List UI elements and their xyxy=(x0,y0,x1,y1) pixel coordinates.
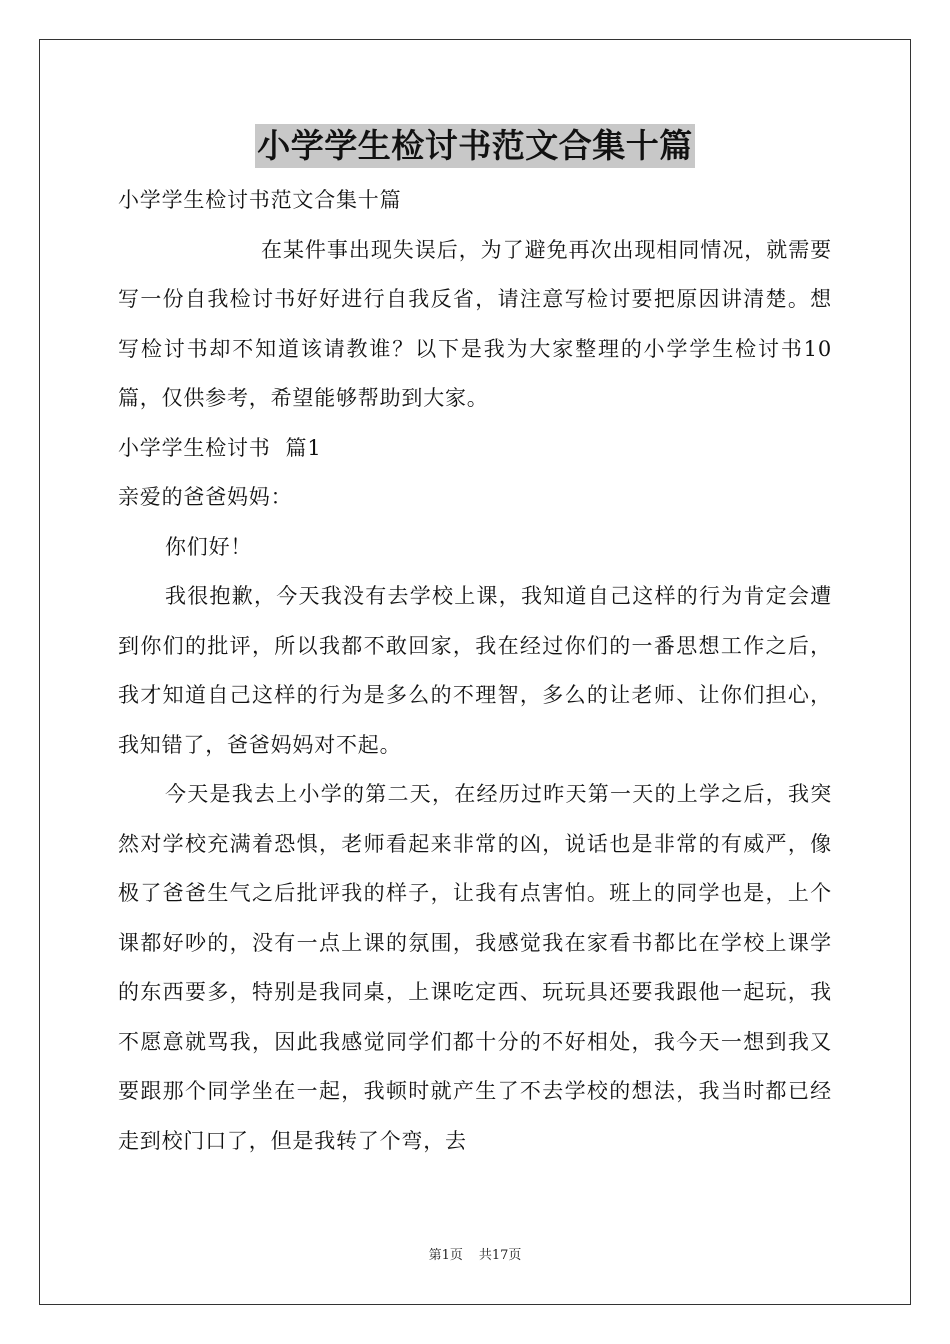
page-total: 共17页 xyxy=(478,1248,522,1263)
body-paragraph: 今天是我去上小学的第二天，在经历过昨天第一天的上学之后，我突然对学校充满着恐惧，老师看起来非常的凶，说话也是非常的有威严，像极了爸爸生气之后批评我的样子，让我有点害怕。班上的同学也是，上个课都好吵的，没有一点上课的氛围，我感觉我在家看书都比在学校上课学的东西要多，特别是我同桌，上课吃定西、玩玩具还要我跟他一起玩，我不愿意就骂我，因此我感觉同学们都十分的不好相处，我今天一想到我又要跟那个同学坐在一起，我顿时就产生了不去学校的想法，我当时都已经走到校门口了，但是我转了个弯，去 xyxy=(118,782,832,1153)
page-footer xyxy=(0,1247,950,1265)
salutation: 亲爱的爸爸妈妈： xyxy=(118,485,293,509)
document-body xyxy=(118,176,832,1166)
intro-paragraph: 在某件事出现失误后，为了避免再次出现相同情况，就需要写一份自我检讨书好好进行自我反省，请注意写检讨要把原因讲清楚。想写检讨书却不知道该请教谁？以下是我为大家整理的小学学生检讨书10篇，仅供参考，希望能够帮助到大家。 xyxy=(118,237,832,410)
body-paragraph: 我很抱歉，今天我没有去学校上课，我知道自己这样的行为肯定会遭到你们的批评，所以我都不敢回家，我在经过你们的一番思想工作之后，我才知道自己这样的行为是多么的不理智，多么的让老师、让你们担心，我知错了，爸爸妈妈对不起。 xyxy=(118,584,832,757)
greeting: 你们好！ xyxy=(165,534,253,559)
page-number: 第1页 xyxy=(428,1248,463,1263)
section-heading: 小学学生检讨书 篇1 xyxy=(118,435,322,460)
document-title: 小学学生检讨书范文合集十篇 xyxy=(255,124,695,168)
title-container xyxy=(0,124,950,168)
document-subtitle: 小学学生检讨书范文合集十篇 xyxy=(118,188,402,212)
